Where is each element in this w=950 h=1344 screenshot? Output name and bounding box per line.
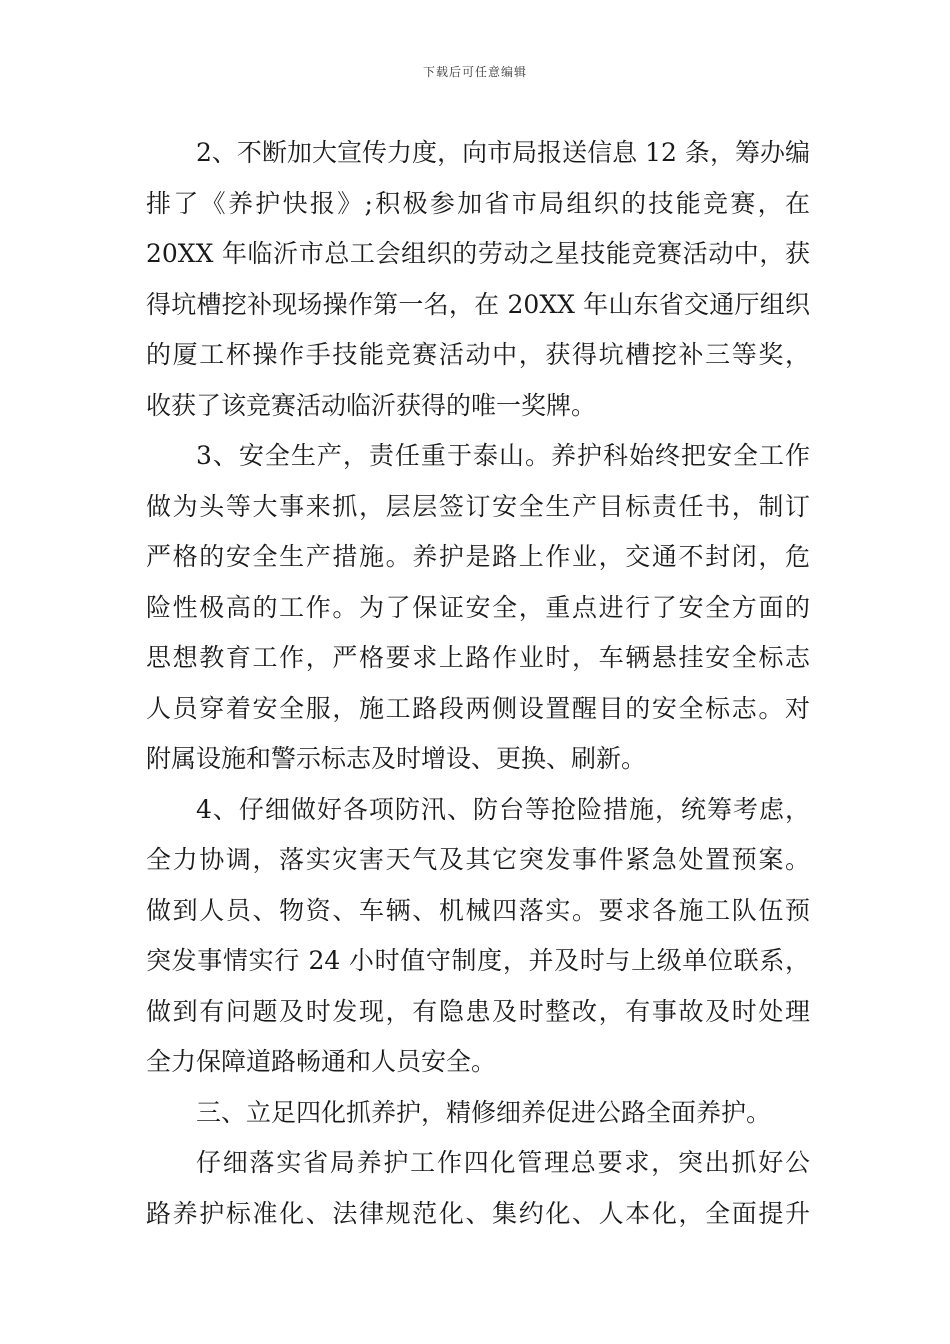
text-line: 的厦工杯操作手技能竞赛活动中，获得坑槽挖补三等奖， xyxy=(146,340,810,369)
text-line: 严格的安全生产措施。养护是路上作业，交通不封闭，危 xyxy=(146,542,810,571)
text-line: 全力协调，落实灾害天气及其它突发事件紧急处置预案。 xyxy=(146,845,810,874)
page-header: 下载后可任意编辑 xyxy=(422,65,527,79)
text-line: 收获了该竞赛活动临沂获得的唯一奖牌。 xyxy=(146,390,597,420)
text-line: 路养护标准化、法律规范化、集约化、人本化，全面提升 xyxy=(146,1198,810,1228)
text-line: 做到有问题及时发现，有隐患及时整改，有事故及时处理 xyxy=(146,996,810,1026)
text-line: 思想教育工作，严格要求上路作业时，车辆悬挂安全标志 xyxy=(146,643,810,672)
text-line: 做为头等大事来抓，层层签订安全生产目标责任书，制订 xyxy=(146,491,810,521)
text-line: 排了《养护快报》;积极参加省市局组织的技能竞赛，在 xyxy=(146,188,810,218)
text-line: 附属设施和警示标志及时增设、更换、刷新。 xyxy=(146,744,647,773)
text-line: 2、不断加大宣传力度，向市局报送信息 12 条，筹办编 xyxy=(196,138,810,167)
text-line: 人员穿着安全服，施工路段两侧设置醒目的安全标志。对 xyxy=(146,693,810,723)
text-line: 3、安全生产，责任重于泰山。养护科始终把安全工作 xyxy=(196,441,810,470)
text-line: 做到人员、物资、车辆、机械四落实。要求各施工队伍预 xyxy=(146,895,810,925)
text-line: 仔细落实省局养护工作四化管理总要求，突出抓好公 xyxy=(196,1148,810,1177)
text-line: 4、仔细做好各项防汛、防台等抢险措施，统筹考虑， xyxy=(196,794,810,824)
document-body xyxy=(146,128,810,1239)
text-line: 全力保障道路畅通和人员安全。 xyxy=(146,1047,497,1076)
text-line: 险性极高的工作。为了保证安全，重点进行了安全方面的 xyxy=(146,592,810,622)
text-line: 突发事情实行 24 小时值守制度，并及时与上级单位联系， xyxy=(146,946,810,975)
text-line: 得坑槽挖补现场操作第一名，在 20XX 年山东省交通厅组织 xyxy=(146,289,810,319)
text-line: 20XX 年临沂市总工会组织的劳动之星技能竞赛活动中，获 xyxy=(146,239,810,268)
text-line: 三、立足四化抓养护，精修细养促进公路全面养护。 xyxy=(196,1097,772,1127)
